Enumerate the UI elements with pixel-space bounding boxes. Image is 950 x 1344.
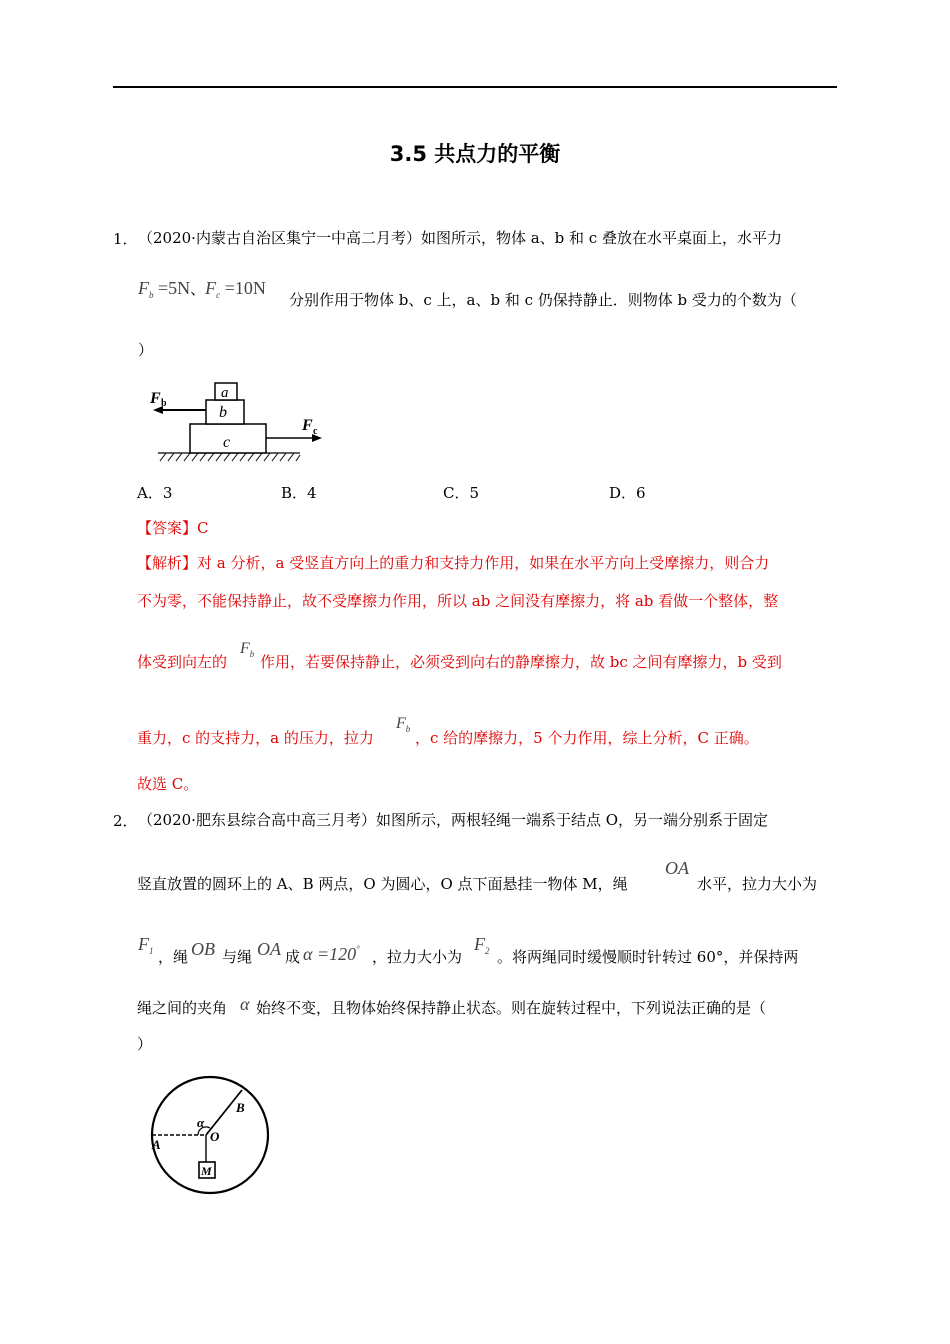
q2-oa-symbol: OA (665, 858, 689, 878)
question-2-number: 2． (113, 812, 138, 830)
question-2-line-5: ） (137, 1035, 153, 1053)
analysis-fb-symbol-2: $F_b$ (396, 715, 411, 734)
option-a[interactable]: A．3 (137, 484, 173, 502)
formula-fb: F (138, 278, 149, 298)
label-alpha: α (197, 1115, 205, 1130)
formula-separator: 、 (190, 282, 206, 298)
question-1-line-2: 分别作用于物体 b、c 上，a、b 和 c 仍保持静止．则物体 b 受力的个数为（ (289, 291, 797, 309)
analysis-line-2: 不为零，不能保持静止，故不受摩擦力作用，所以 ab 之间没有摩擦力，将 ab 看做一个整体，整 (137, 592, 779, 610)
formula-fb-value: =5N (158, 278, 191, 298)
label-fc-sub: c (313, 426, 318, 437)
formula-fc: F (205, 278, 217, 298)
label-b: b (219, 404, 227, 421)
q2-f2-symbol: $F_2$ (474, 934, 490, 956)
question-2-line-3a: ，绳 (158, 948, 189, 966)
analysis-line-3b: 作用，若要保持静止，必须受到向右的静摩擦力，故 bc 之间有摩擦力，b 受到 (260, 653, 782, 671)
question-2-line-4a: 绳之间的夹角 (137, 999, 228, 1017)
answer: 【答案】C (137, 519, 209, 537)
analysis-fb-symbol: $F_b$ (240, 640, 255, 659)
label-c: c (223, 434, 231, 451)
option-b[interactable]: B．4 (281, 484, 317, 502)
label-fc: F (302, 417, 313, 434)
question-2-line-3c: 成 (285, 948, 301, 966)
q2-ob-symbol: OB (191, 939, 215, 959)
question-2-line-3d: ，拉力大小为 (372, 948, 463, 966)
label-o: O (210, 1129, 220, 1144)
q2-alpha-value: α =120° (303, 944, 360, 964)
question-1-line-1: （2020·内蒙古自治区集宁一中高二月考）如图所示，物体 a、b 和 c 叠放在水平桌面上，水平力 (138, 229, 782, 247)
q2-alpha-symbol: α (240, 994, 250, 1014)
question-1-formula (138, 278, 266, 305)
formula-fb-sub: b (149, 290, 154, 300)
question-2-line-2a: 竖直放置的圆环上的 A、B 两点，O 为圆心，O 点下面悬挂一物体 M，绳 (137, 875, 628, 893)
question-2-line-4b: 始终不变，且物体始终保持静止状态。则在旋转过程中，下列说法正确的是（ (256, 999, 767, 1017)
option-d[interactable]: D．6 (609, 484, 646, 502)
formula-fc-sub: c (216, 290, 221, 300)
q2-f1-symbol: $F_1$ (138, 934, 154, 956)
header-rule (113, 86, 837, 88)
ground-hatch (160, 453, 300, 461)
analysis-line-4b: ，c 给的摩擦力，5 个力作用，综上分析，C 正确。 (415, 729, 759, 747)
question-2-line-1: （2020·肥东县综合高中高三月考）如图所示，两根轻绳一端系于结点 O，另一端分别系于固定 (138, 811, 769, 829)
label-a: a (221, 385, 229, 401)
question-1-line-3: ） (138, 341, 154, 359)
question-2-line-3e: 。将两绳同时缓慢顺时针转过 60°，并保持两 (497, 948, 799, 966)
analysis-conclusion: 故选 C。 (137, 775, 199, 793)
q2-oa-symbol-2: OA (257, 939, 281, 959)
label-m: M (201, 1164, 212, 1178)
analysis-line-4a: 重力，c 的支持力，a 的压力，拉力 (137, 729, 374, 747)
label-fb-sub: b (161, 398, 167, 409)
question-2-line-2b: 水平，拉力大小为 (697, 875, 818, 893)
question-2-line-3b: 与绳 (222, 948, 253, 966)
question-1-figure (148, 378, 328, 468)
analysis-line-3a: 体受到向左的 (137, 653, 228, 671)
page-title: 3.5 共点力的平衡 (389, 142, 561, 166)
question-1-number: 1． (113, 230, 138, 248)
option-c[interactable]: C．5 (443, 484, 480, 502)
label-a-point: A (152, 1137, 161, 1152)
formula-fc-value: =10N (224, 278, 266, 298)
label-fb: F (150, 390, 161, 407)
label-b-point: B (236, 1100, 245, 1115)
analysis-line-1: 【解析】对 a 分析，a 受竖直方向上的重力和支持力作用，如果在水平方向上受摩擦力，则合力 (137, 554, 770, 572)
question-2-figure (140, 1070, 280, 1200)
